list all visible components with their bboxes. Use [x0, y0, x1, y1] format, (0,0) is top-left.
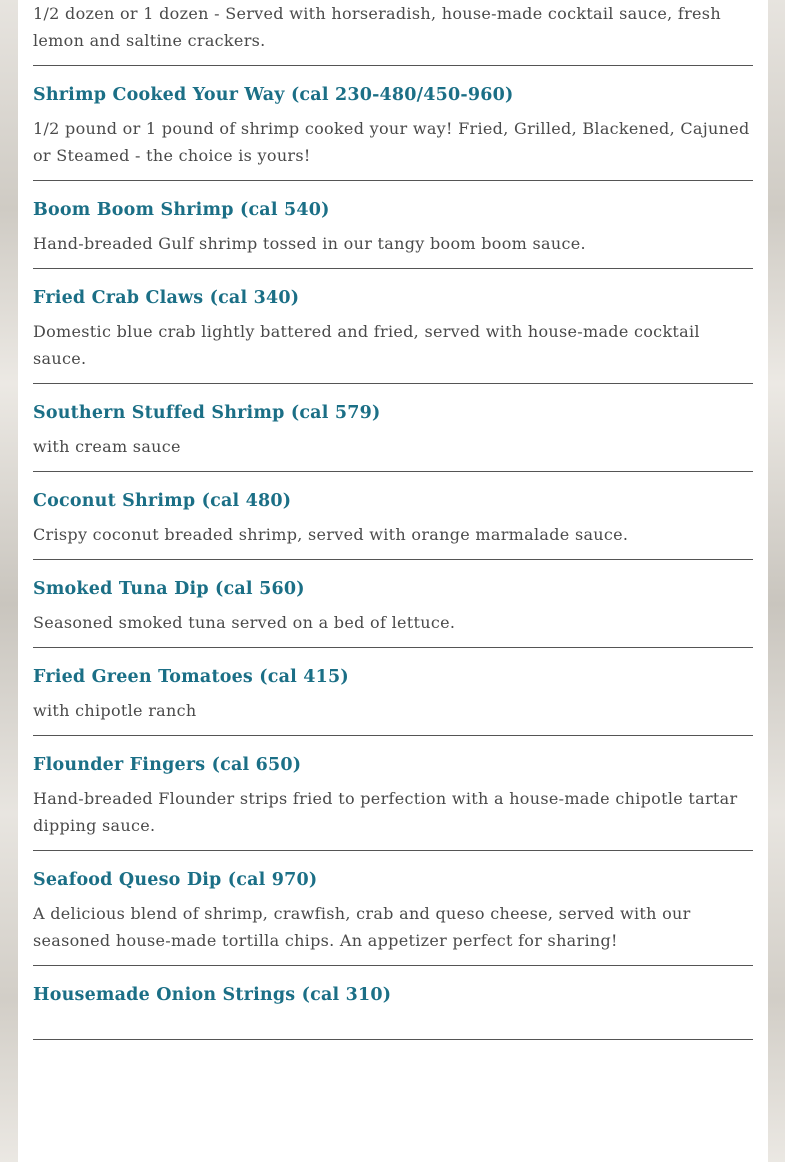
menu-item-title: Shrimp Cooked Your Way (cal 230-480/450-960) [33, 85, 514, 105]
menu-item-description: with cream sauce [33, 437, 181, 456]
menu-item-description: 1/2 pound or 1 pound of shrimp cooked your way! Fried, Grilled, Blackened, Cajuned or Steamed - the choice is yours! [33, 119, 750, 165]
menu-item-coconut-shrimp [33, 472, 753, 560]
menu-item-gulf-oysters [33, 0, 753, 66]
menu-item-shrimp-cooked-your-way [33, 66, 753, 181]
menu-item-title: Fried Crab Claws (cal 340) [33, 288, 300, 308]
menu-item-smoked-tuna-dip [33, 560, 753, 648]
menu-item-flounder-fingers [33, 736, 753, 851]
menu-item-description: with chipotle ranch [33, 701, 197, 720]
menu-item-title: Seafood Queso Dip (cal 970) [33, 870, 318, 890]
menu-panel [18, 0, 768, 1162]
menu-item-title: Fried Green Tomatoes (cal 415) [33, 667, 349, 687]
menu-item-description: Hand-breaded Flounder strips fried to perfection with a house-made chipotle tartar dipping sauce. [33, 789, 738, 835]
background-left [0, 0, 18, 1162]
menu-item-fried-green-tomatoes [33, 648, 753, 736]
menu-item-housemade-onion-strings [33, 966, 753, 1040]
menu-item-fried-crab-claws [33, 269, 753, 384]
menu-item-title: Smoked Tuna Dip (cal 560) [33, 579, 305, 599]
menu-item-seafood-queso-dip [33, 851, 753, 966]
menu-item-southern-stuffed-shrimp [33, 384, 753, 472]
background-right [768, 0, 785, 1162]
menu-item-title: Housemade Onion Strings (cal 310) [33, 985, 392, 1005]
menu-item-title: Flounder Fingers (cal 650) [33, 755, 302, 775]
menu-item-title: Southern Stuffed Shrimp (cal 579) [33, 403, 381, 423]
menu-item-title: Coconut Shrimp (cal 480) [33, 491, 292, 511]
menu-item-description: Crispy coconut breaded shrimp, served with orange marmalade sauce. [33, 525, 629, 544]
menu-item-description: Seasoned smoked tuna served on a bed of lettuce. [33, 613, 456, 632]
menu-item-description: Hand-breaded Gulf shrimp tossed in our tangy boom boom sauce. [33, 234, 586, 253]
menu-item-description: 1/2 dozen or 1 dozen - Served with horseradish, house-made cocktail sauce, fresh lemon and saltine crackers. [33, 4, 721, 50]
menu-item-boom-boom-shrimp [33, 181, 753, 269]
menu-item-title: Boom Boom Shrimp (cal 540) [33, 200, 330, 220]
menu-item-description: A delicious blend of shrimp, crawfish, crab and queso cheese, served with our seasoned house-made tortilla chips. An appetizer perfect for sharing! [33, 904, 691, 950]
menu-list [33, 0, 753, 1040]
menu-item-description: Domestic blue crab lightly battered and fried, served with house-made cocktail sauce. [33, 322, 700, 368]
